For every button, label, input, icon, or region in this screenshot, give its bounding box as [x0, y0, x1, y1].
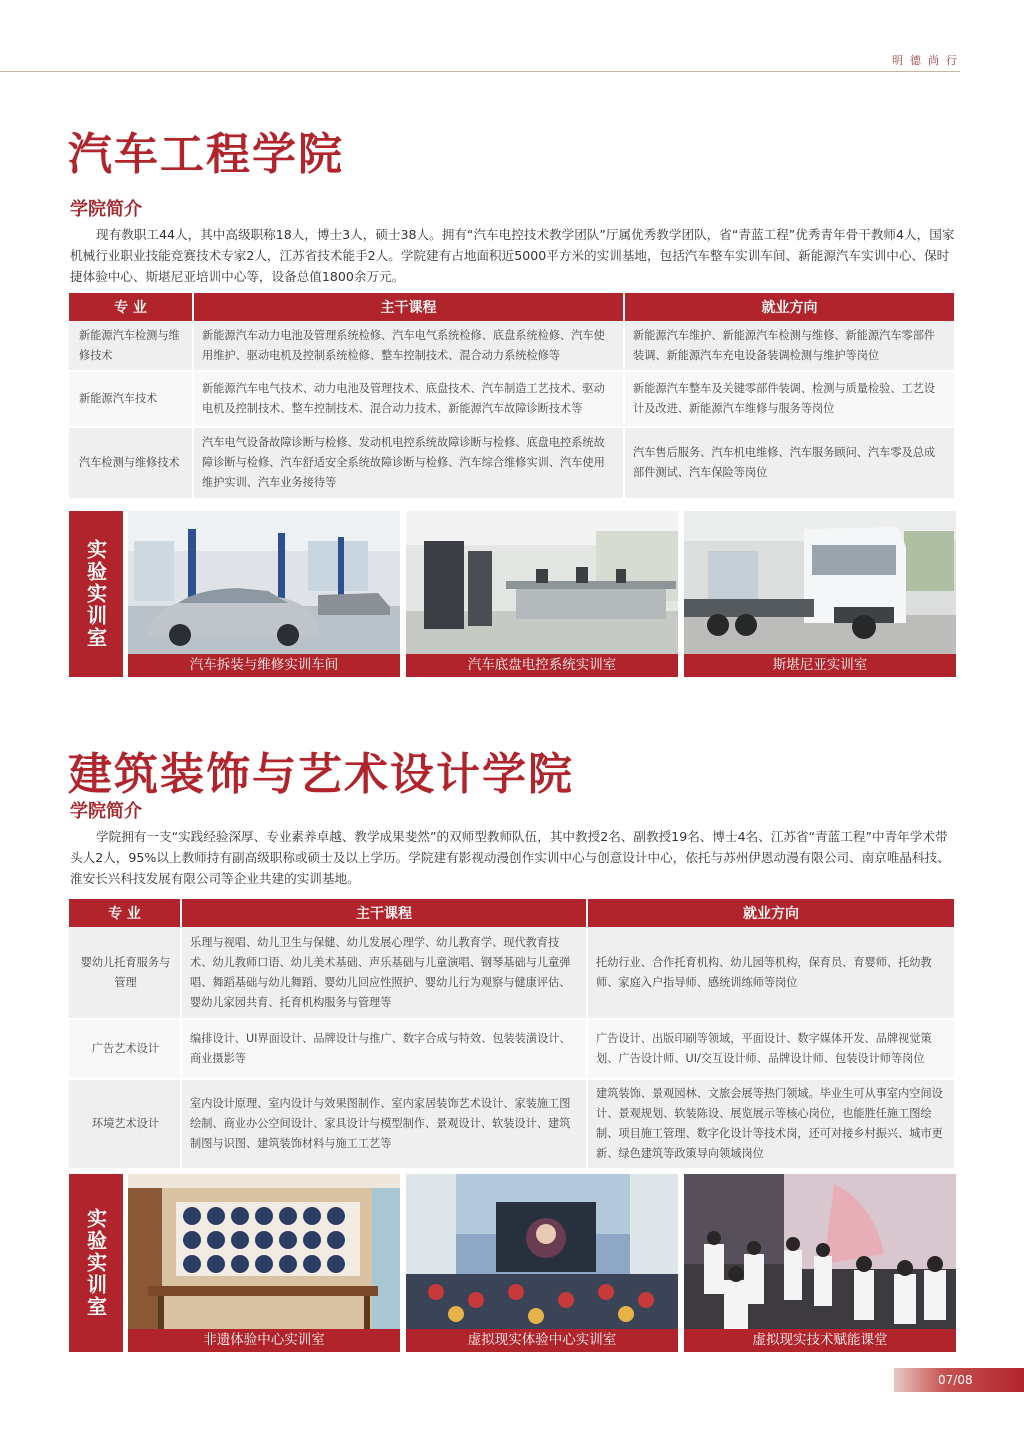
header-courses: 主干课程	[181, 899, 587, 927]
table-header	[69, 293, 954, 321]
intro-text-arch: 学院拥有一支“实践经验深厚、专业素养卓越、教学成果斐然”的双师型教师队伍，其中教授2名、副教授19名、博士4名、江苏省“青蓝工程”中青年学术带头人2人，95%以上教师持有副高级职称或硕士及以上学历。学院建有影视动漫创作实训中心与创意设计中心，依托与苏州伊恩动漫有限公司、南京唯晶科技、淮安长兴科技发展有限公司等企业共建的实训基地。	[70, 829, 950, 886]
workshop-image	[128, 511, 400, 654]
table-header	[69, 899, 954, 927]
header-jobs: 就业方向	[587, 899, 954, 927]
major-name: 汽车检测与维修技术	[69, 427, 193, 499]
major-courses: 室内设计原理、室内设计与效果图制作、室内家居装饰艺术设计、家装施工图绘制、商业办公空间设计、家具设计与模型制作、景观设计、软装设计、建筑制图与识图、建筑装饰材料与施工工艺等	[181, 1079, 587, 1169]
major-jobs: 新能源汽车维护、新能源汽车检测与维修、新能源汽车零部件装调、新能源汽车充电设备装调检测与维护等岗位	[624, 321, 954, 371]
college-title-arch: 建筑装饰与艺术设计学院	[68, 749, 574, 800]
lab-photo-vr-class	[684, 1174, 956, 1352]
major-name: 婴幼儿托育服务与管理	[69, 927, 181, 1019]
intro-heading-auto: 学院简介	[70, 199, 142, 220]
header-motto: 明德尚行	[892, 54, 964, 67]
lab-caption: 斯堪尼亚实训室	[684, 654, 956, 677]
major-jobs: 汽车售后服务、汽车机电维修、汽车服务顾问、汽车零及总成部件测试、汽车保险等岗位	[624, 427, 954, 499]
table-row	[69, 427, 954, 499]
table-row	[69, 321, 954, 371]
lab-label-auto	[69, 511, 123, 677]
major-name: 广告艺术设计	[69, 1019, 181, 1079]
major-courses: 新能源汽车电气技术、动力电池及管理技术、底盘技术、汽车制造工艺技术、驱动电机及控制技术、整车控制技术、混合动力技术、新能源汽车故障诊断技术等	[193, 371, 624, 427]
header-courses: 主干课程	[193, 293, 624, 321]
major-jobs: 新能源汽车整车及关键零部件装调、检测与质量检验、工艺设计及改进、新能源汽车维修与服务等岗位	[624, 371, 954, 427]
major-courses: 汽车电气设备故障诊断与检修、发动机电控系统故障诊断与检修、底盘电控系统故障诊断与检修、汽车舒适安全系统故障诊断与检修、汽车综合维修实训、汽车使用维护实训、汽车业务接待等	[193, 427, 624, 499]
header-major: 专 业	[69, 899, 181, 927]
chassis-lab-image	[406, 511, 678, 654]
lab-photo-scania	[684, 511, 956, 677]
lab-caption: 汽车拆装与维修实训车间	[128, 654, 400, 677]
scania-truck-image	[684, 511, 956, 654]
major-jobs: 托幼行业、合作托育机构、幼儿园等机构，保育员、育婴师、托幼教师、家庭入户指导师、感统训练师等岗位	[587, 927, 954, 1019]
lab-photo-vr-center	[406, 1174, 678, 1352]
table-row	[69, 1019, 954, 1079]
lab-photo-chassis	[406, 511, 678, 677]
header-major: 专 业	[69, 293, 193, 321]
heritage-room-image	[128, 1174, 400, 1329]
lab-photo-workshop	[128, 511, 400, 677]
intro-text-auto: 现有教职工44人，其中高级职称18人，博士3人，硕士38人。拥有“汽车电控技术教学团队”厅属优秀教学团队，省“青蓝工程”优秀青年骨干教师4人，国家机械行业职业技能竞赛技术专家2人，江苏省技术能手2人。学院建有占地面积近5000平方米的实训基地，包括汽车整车实训车间、新能源汽车实训中心、保时捷体验中心、斯堪尼亚培训中心等，设备总值1800余万元。	[70, 227, 955, 284]
college-title-auto: 汽车工程学院	[68, 129, 344, 180]
lab-caption: 虚拟现实技术赋能课堂	[684, 1329, 956, 1352]
table-row	[69, 371, 954, 427]
lab-caption: 非遗体验中心实训室	[128, 1329, 400, 1352]
major-name: 新能源汽车技术	[69, 371, 193, 427]
header-jobs: 就业方向	[624, 293, 954, 321]
table-row	[69, 927, 954, 1019]
major-name: 新能源汽车检测与维修技术	[69, 321, 193, 371]
lab-label-text: 实验实训室	[83, 539, 108, 649]
major-table-arch	[69, 899, 954, 1170]
vr-center-image	[406, 1174, 678, 1329]
major-jobs: 建筑装饰、景观园林、文旅会展等热门领域。毕业生可从事室内空间设计、景观规划、软装陈设、展览展示等核心岗位，也能胜任施工图绘制、项目施工管理、数字化设计等技术岗，还可对接乡村振兴、城市更新、绿色建筑等政策导向领域岗位	[587, 1079, 954, 1169]
major-jobs: 广告设计、出版印刷等领域，平面设计、数字媒体开发、品牌视觉策划、广告设计师、UI/交互设计师、品牌设计师、包装设计师等岗位	[587, 1019, 954, 1079]
major-table-auto	[69, 293, 954, 500]
major-courses: 新能源汽车动力电池及管理系统检修、汽车电气系统检修、底盘系统检修、汽车使用维护、驱动电机及控制系统检修、整车控制技术、混合动力系统检修等	[193, 321, 624, 371]
lab-photo-heritage	[128, 1174, 400, 1352]
vr-classroom-image	[684, 1174, 956, 1329]
major-courses: 编排设计、UI界面设计、品牌设计与推广、数字合成与特效、包装装潢设计、商业摄影等	[181, 1019, 587, 1079]
page-number: 07/08	[894, 1368, 1024, 1392]
header-rule	[0, 71, 960, 72]
lab-caption: 汽车底盘电控系统实训室	[406, 654, 678, 677]
major-name: 环境艺术设计	[69, 1079, 181, 1169]
major-courses: 乐理与视唱、幼儿卫生与保健、幼儿发展心理学、幼儿教育学、现代教育技术、幼儿教师口语、幼儿美术基础、声乐基础与儿童演唱、钢琴基础与儿童弹唱、舞蹈基础与幼儿舞蹈、婴幼儿回应性照护、婴幼儿行为观察与健康评估、婴幼儿家园共育、托育机构服务与管理等	[181, 927, 587, 1019]
table-row	[69, 1079, 954, 1169]
intro-heading-arch: 学院简介	[70, 801, 142, 822]
lab-caption: 虚拟现实体验中心实训室	[406, 1329, 678, 1352]
lab-label-arch	[69, 1174, 123, 1352]
lab-label-text: 实验实训室	[83, 1208, 108, 1318]
